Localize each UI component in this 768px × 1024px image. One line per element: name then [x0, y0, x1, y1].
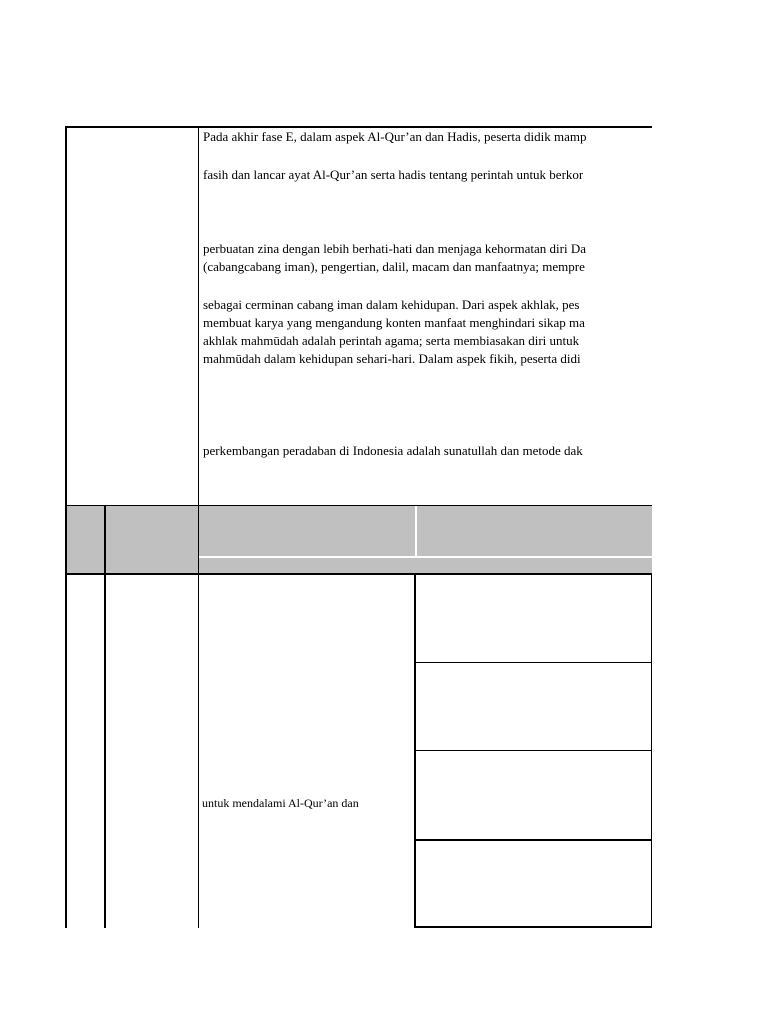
capaian-text-area [200, 126, 652, 506]
header-cell-capaian [199, 506, 415, 556]
header-cell-element [106, 506, 198, 573]
row-separator [415, 662, 652, 663]
capaian-line: perkembangan peradaban di Indonesia adalah sunatullah dan metode dak [203, 443, 583, 458]
header-subrow [199, 558, 652, 573]
row-separator [415, 839, 652, 841]
capaian-line: sebagai cerminan cabang iman dalam kehidupan. Dari aspek akhlak, pes [203, 297, 580, 312]
capaian-line: mahmūdah dalam kehidupan sehari-hari. Dalam aspek fikih, peserta didi [203, 351, 581, 366]
label-column-divider [198, 126, 199, 506]
row-separator [415, 926, 652, 928]
header-cell-tujuan [417, 506, 652, 556]
body-top-border [65, 573, 652, 575]
capaian-line: perbuatan zina dengan lebih berhati-hati dan menjaga kehormatan diri Da [203, 241, 586, 256]
capaian-line: Pada akhir fase E, dalam aspek Al-Qur’an dan Hadis, peserta didik mamp [203, 129, 587, 144]
tujuan-cell-text: untuk mendalami Al-Qur’an dan [202, 796, 359, 810]
capaian-line: (cabangcabang iman), pengertian, dalil, macam dan manfaatnya; mempre [203, 259, 585, 274]
header-cell-no [67, 506, 104, 573]
row-separator [415, 750, 652, 751]
capaian-line: membuat karya yang mengandung konten manfaat menghindari sikap ma [203, 315, 585, 330]
capaian-line: fasih dan lancar ayat Al-Qur’an serta hadis tentang perintah untuk berkor [203, 167, 584, 182]
capaian-line: akhlak mahmūdah adalah perintah agama; serta membiasakan diri untuk [203, 333, 580, 348]
body-divider-2 [198, 573, 199, 928]
